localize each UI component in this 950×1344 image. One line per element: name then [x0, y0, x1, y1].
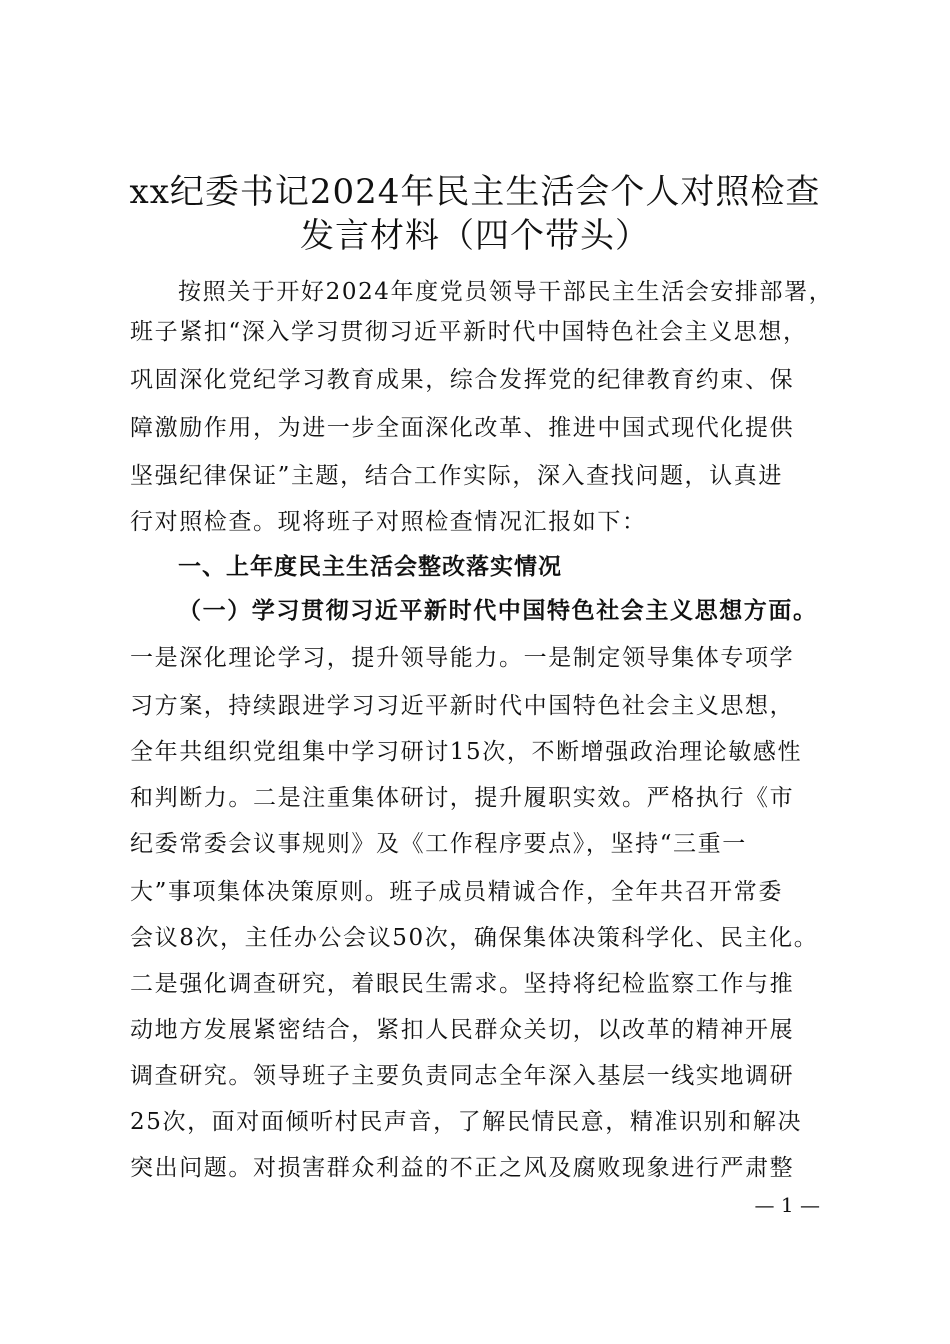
body-line: 坚强纪律保证”主题，结合工作实际，深入查找问题，认真进 — [130, 463, 783, 489]
body-line: 纪委常委会议事规则》及《工作程序要点》，坚持“三重一 — [130, 831, 747, 857]
body-line: 全年共组织党组集中学习研讨15次，不断增强政治理论敏感性 — [130, 739, 803, 765]
body-line: 调查研究。领导班子主要负责同志全年深入基层一线实地调研 — [130, 1063, 795, 1089]
body-line: 动地方发展紧密结合，紧扣人民群众关切，以改革的精神开展 — [130, 1017, 795, 1043]
body-line: 障激励作用，为进一步全面深化改革、推进中国式现代化提供 — [130, 415, 795, 441]
document-title-line-1: xx纪委书记2024年民主生活会个人对照检查 — [129, 172, 821, 212]
body-line: 行对照检查。现将班子对照检查情况汇报如下： — [130, 509, 647, 535]
body-line: 大”事项集体决策原则。班子成员精诚合作，全年共召开常委 — [130, 879, 783, 905]
body-line: 按照关于开好2024年度党员领导干部民主生活会安排部署， — [178, 279, 834, 305]
page-number: — 1 — — [754, 1193, 820, 1217]
body-line: 二是强化调查研究，着眼民生需求。坚持将纪检监察工作与推 — [130, 971, 795, 997]
body-line: 一是深化理论学习，提升领导能力。一是制定领导集体专项学 — [130, 645, 795, 671]
body-line: 巩固深化党纪学习教育成果，综合发挥党的纪律教育约束、保 — [130, 367, 795, 393]
body-line: 班子紧扣“深入学习贯彻习近平新时代中国特色社会主义思想， — [130, 319, 808, 345]
body-line: 习方案，持续跟进学习习近平新时代中国特色社会主义思想， — [130, 693, 795, 719]
body-line: 突出问题。对损害群众利益的不正之风及腐败现象进行严肃整 — [130, 1155, 795, 1181]
body-line: 25次，面对面倾听村民声音，了解民情民意，精准识别和解决 — [130, 1109, 803, 1135]
body-line: 和判断力。二是注重集体研讨，提升履职实效。严格执行《市 — [130, 785, 795, 811]
subsection-heading: （一）学习贯彻习近平新时代中国特色社会主义思想方面。 — [178, 597, 818, 624]
body-line: 会议8次，主任办公会议50次，确保集体决策科学化、民主化。 — [130, 925, 819, 951]
document-title-line-2: 发言材料（四个带头） — [300, 216, 650, 256]
section-heading: 一、上年度民主生活会整改落实情况 — [178, 554, 562, 580]
